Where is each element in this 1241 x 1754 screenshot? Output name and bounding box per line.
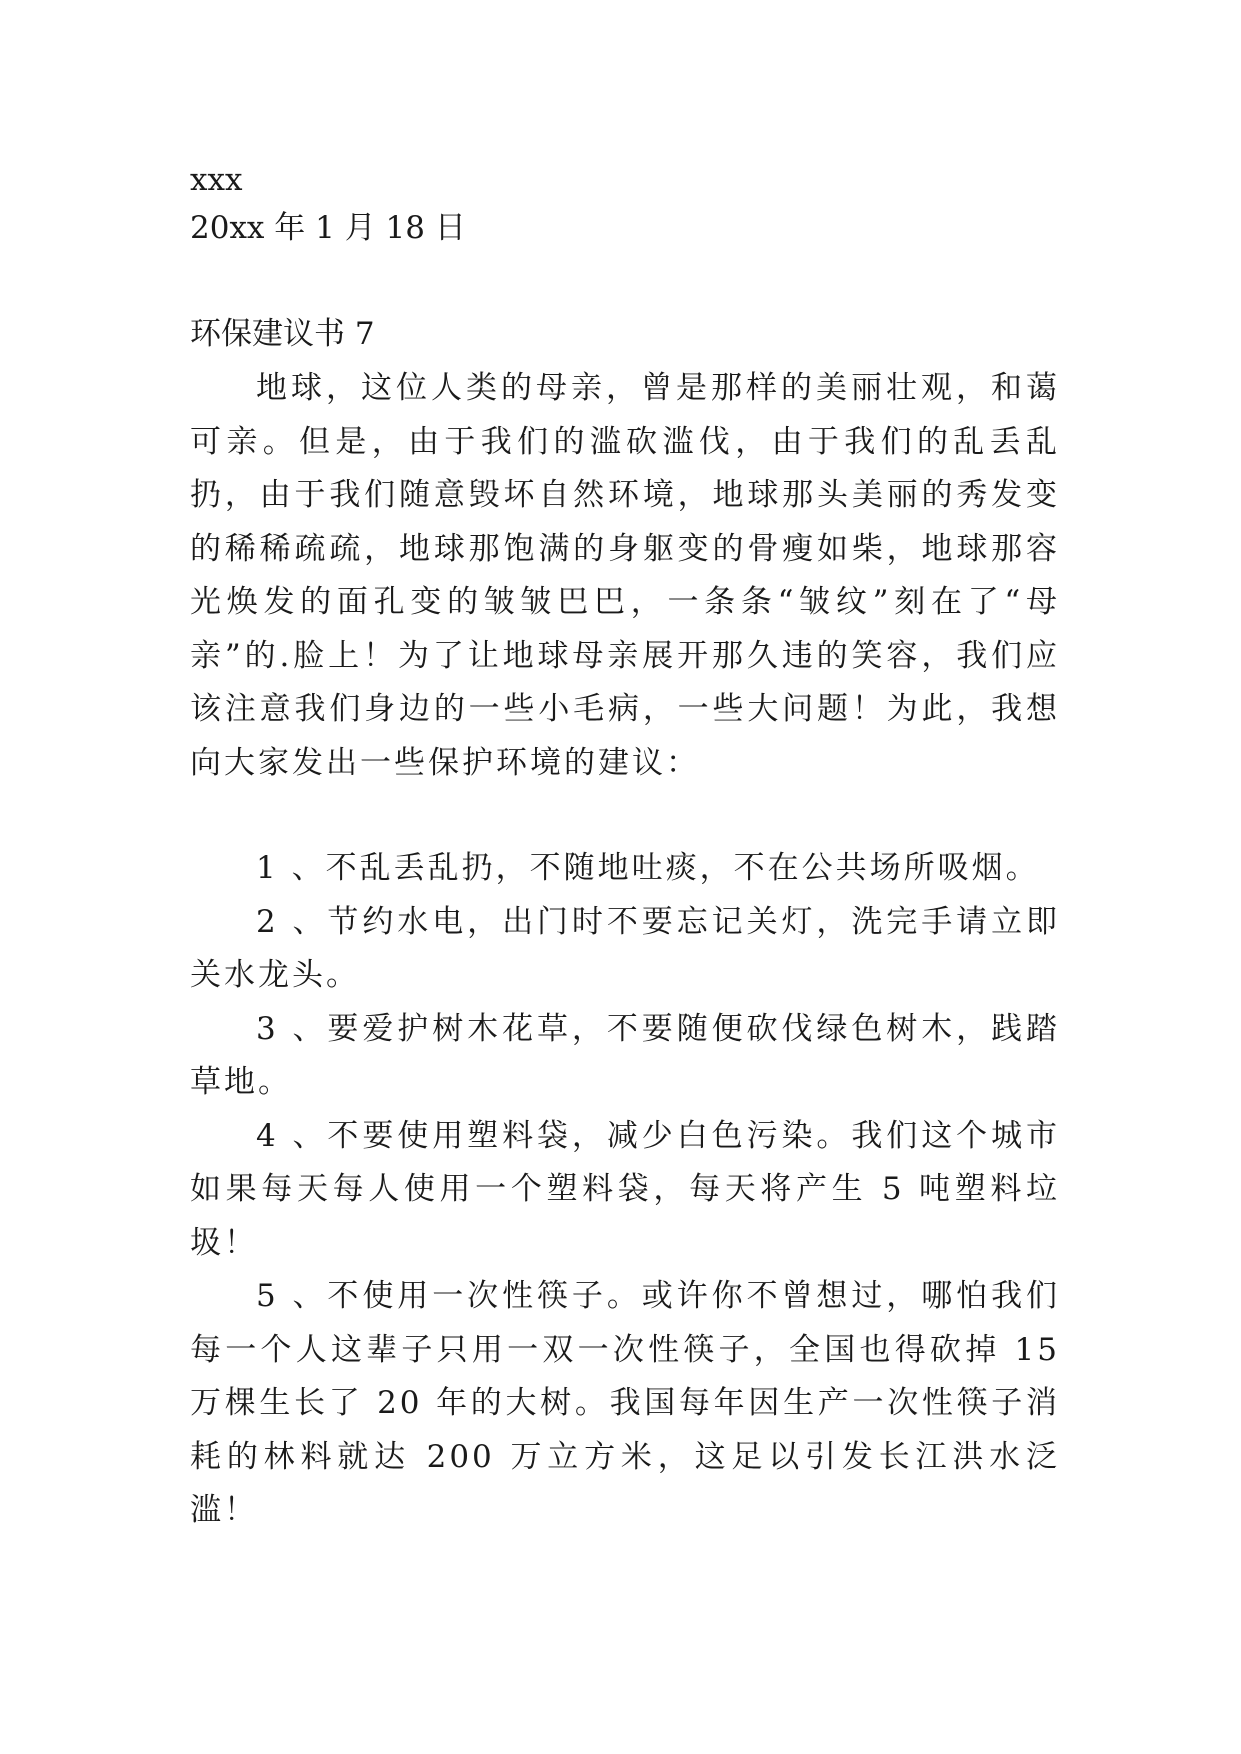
suggestion-item-4: 4 、不要使用塑料袋，减少白色污染。我们这个城市如果每天每人使用一个塑料袋，每天将产生 5 吨塑料垃圾！ bbox=[190, 1117, 1060, 1261]
suggestion-item-2: 2 、节约水电，出门时不要忘记关灯，洗完手请立即关水龙头。 bbox=[190, 903, 1060, 993]
section-title: 环保建议书 7 bbox=[190, 316, 375, 352]
spacer bbox=[190, 256, 1060, 314]
suggestion-item-1: 1 、不乱丢乱扔，不随地吐痰，不在公共场所吸烟。 bbox=[256, 850, 1040, 886]
spacer bbox=[190, 790, 1060, 842]
intro-paragraph: 地球，这位人类的母亲，曾是那样的美丽壮观，和蔼可亲。但是，由于我们的滥砍滥伐，由于我们的乱丢乱扔，由于我们随意毁坏自然环境，地球那头美丽的秀发变的稀稀疏疏，地球那饱满的身躯变的骨瘦如柴，地球那容光焕发的面孔变的皱皱巴巴，一条条“皱纹”刻在了“母亲”的.脸上！为了让地球母亲展开那久违的笑容，我们应该注意我们身边的一些小毛病，一些大问题！为此，我想向大家发出一些保护环境的建议： bbox=[190, 370, 1060, 781]
suggestion-item-3: 3 、要爱护树木花草，不要随便砍伐绿色树木，践踏草地。 bbox=[190, 1010, 1060, 1100]
document-page bbox=[190, 160, 1060, 1538]
signer-name: xxx bbox=[190, 162, 243, 198]
letter-date: 20xx 年 1 月 18 日 bbox=[190, 210, 466, 246]
suggestion-item-5: 5 、不使用一次性筷子。或许你不曾想过，哪怕我们每一个人这辈子只用一双一次性筷子，全国也得砍掉 15 万棵生长了 20 年的大树。我国每年因生产一次性筷子消耗的林料就达 200 万立方米，这足以引发长江洪水泛滥！ bbox=[190, 1278, 1060, 1528]
